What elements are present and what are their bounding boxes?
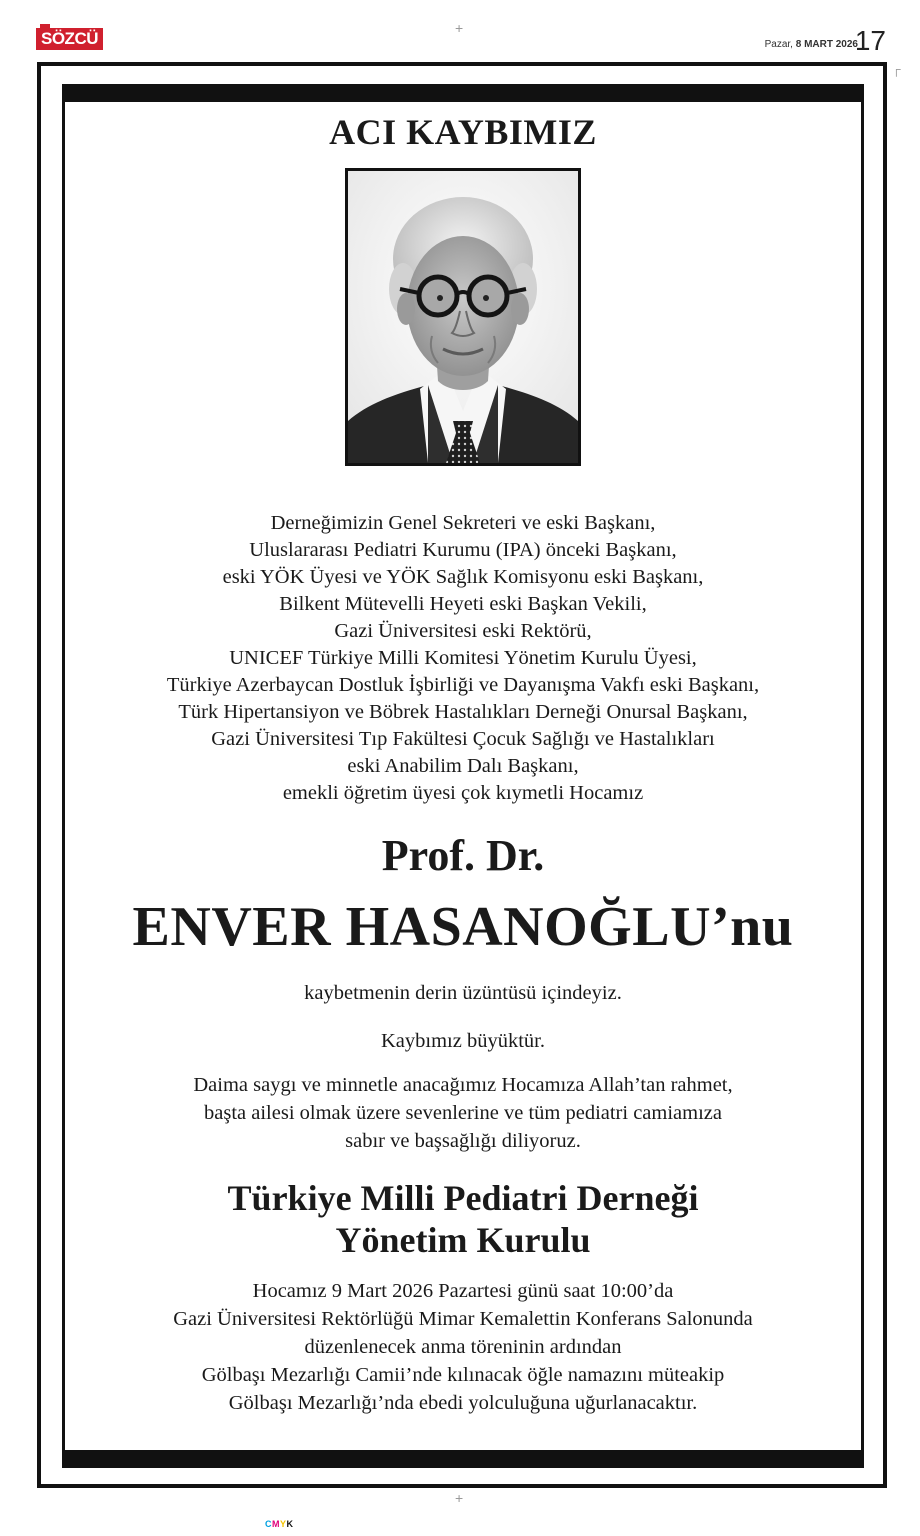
prayer-line: sabır ve başsağlığı diliyoruz. (345, 1130, 581, 1152)
issue-day: Pazar, (764, 39, 796, 50)
issue-date (765, 39, 858, 50)
notice-heading: ACI KAYBIMIZ (329, 112, 597, 152)
title-line: Gazi Üniversitesi Tıp Fakültesi Çocuk Sağlığı ve Hastalıkları (211, 728, 715, 750)
prayer-line: Daima saygı ve minnetle anacağımız Hocamıza Allah’tan rahmet, (193, 1074, 733, 1096)
registration-mark-icon: + (455, 1490, 464, 1506)
title-line: Türkiye Azerbaycan Dostluk İşbirliği ve Dayanışma Vakfı eski Başkanı, (166, 674, 760, 696)
organization-name: Türkiye Milli Pediatri Derneği (227, 1178, 699, 1218)
ceremony-line: Gölbaşı Mezarlığı Camii’nde kılınacak öğle namazını müteakip (201, 1364, 725, 1386)
titles-list (62, 510, 864, 807)
ceremony-line: Gölbaşı Mezarlığı’nda ebedi yolculuğuna uğurlanacaktır. (228, 1392, 698, 1414)
title-line: Uluslararası Pediatri Kurumu (IPA) önceki Başkanı, (249, 539, 677, 561)
title-line: eski Anabilim Dalı Başkanı, (347, 755, 579, 777)
cmyk-c: C (265, 1519, 272, 1529)
ceremony-line: düzenlenecek anma töreninin ardından (304, 1336, 622, 1358)
title-line: Türk Hipertansiyon ve Böbrek Hastalıkları Derneği Onursal Başkanı, (178, 701, 748, 723)
cmyk-print-mark (265, 1519, 294, 1529)
newspaper-logo: SÖZCÜ (36, 28, 103, 50)
loss-line: Kaybımız büyüktür. (381, 1030, 545, 1052)
condolence-line: kaybetmenin derin üzüntüsü içindeyiz. (304, 982, 622, 1004)
cmyk-m: M (272, 1519, 280, 1529)
title-line: eski YÖK Üyesi ve YÖK Sağlık Komisyonu eski Başkanı, (222, 566, 704, 588)
deceased-name: ENVER HASANOĞLU’nu (132, 896, 794, 958)
title-line: emekli öğretim üyesi çok kıymetli Hocamız (282, 782, 644, 804)
obituary-notice (62, 102, 864, 1417)
registration-mark-icon: + (455, 20, 464, 36)
ceremony-details (62, 1277, 864, 1417)
title-line: Gazi Üniversitesi eski Rektörü, (334, 620, 592, 642)
organization-board: Yönetim Kurulu (335, 1220, 591, 1260)
page-number: 17 (854, 25, 886, 56)
title-line: UNICEF Türkiye Milli Komitesi Yönetim Kurulu Üyesi, (229, 647, 697, 669)
ceremony-line: Hocamız 9 Mart 2026 Pazartesi günü saat 10:00’da (252, 1280, 674, 1302)
crop-mark-icon: ┌ (892, 62, 901, 76)
cmyk-y: Y (280, 1519, 287, 1529)
ceremony-line: Gazi Üniversitesi Rektörlüğü Mimar Kemalettin Konferans Salonunda (173, 1308, 753, 1330)
honorific: Prof. Dr. (381, 831, 545, 880)
issue-date-value: 8 MART 2026 (795, 39, 858, 50)
title-line: Bilkent Mütevelli Heyeti eski Başkan Vekili, (279, 593, 647, 615)
prayer-paragraph (62, 1071, 864, 1155)
title-line: Derneğimizin Genel Sekreteri ve eski Başkanı, (270, 512, 656, 534)
organization-signature (62, 1177, 864, 1261)
portrait-photo-icon (348, 171, 578, 463)
cmyk-k: K (286, 1519, 294, 1529)
prayer-line: başta ailesi olmak üzere sevenlerine ve tüm pediatri camiamıza (204, 1102, 722, 1124)
portrait-photo (345, 168, 581, 466)
